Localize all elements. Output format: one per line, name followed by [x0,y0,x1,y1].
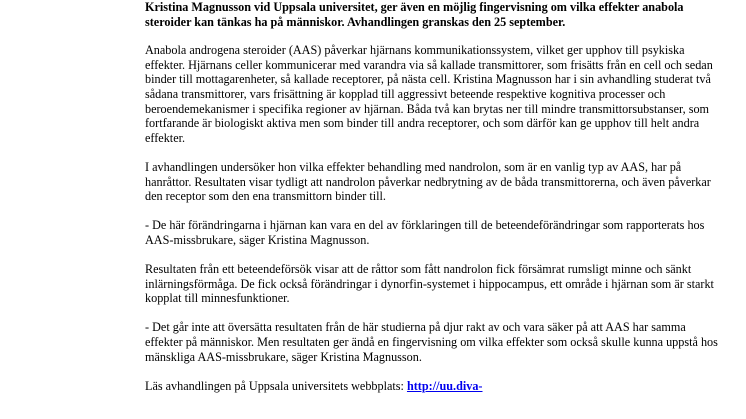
document-page [145,0,725,408]
body-paragraph-1: Anabola androgena steroider (AAS) påverkar hjärnans kommunikationssystem, vilket ger upphov till psykiska effekter. Hjärnans celler kommunicerar med varandra via så kallade transmittorer, som frisätts från en cell och sedan binder till mottagarenheter, så kallade receptorer, på nästa cell. Kristina Magnusson har i sin avhandling studerat två sådana transmittorer, vars frisättning är kopplad till aggressivt beteende respektive kognitiva processer och beroendemekanismer i specifika regioner av hjärnan. Båda två kan brytas ner till mindre transmittorsubstanser, som fortfarande är biologiskt aktiva men som binder till andra receptorer, och som därför kan ge upphov till helt andra effekter. [145,43,713,145]
body-paragraph-5: - Det går inte att översätta resultaten från de här studierna på djur rakt av och vara säker på att AAS har samma effekter på människor. Men resultaten ger ändå en fingervisning om vilka effekter som också skulle kunna uppstå hos mänskliga AAS-missbrukare, säger Kristina Magnusson. [145,320,718,364]
link-paragraph [145,379,725,394]
link-intro: Läs avhandlingen på Uppsala universitets webbplats: [145,378,407,393]
body-paragraph-4: Resultaten från ett beteendeförsök visar att de råttor som fått nandrolon fick försämrat rumsligt minne och sänkt inlärningsförmåga. De fick också förändringar i dynorfin-systemet i hippocampus, ett område i hjärnan som är starkt kopplat till minnesfunktioner. [145,262,714,306]
body-paragraph-3: - De här förändringarna i hjärnan kan vara en del av förklaringen till de beteendeförändringar som rapporterats hos AAS-missbrukare, säger Kristina Magnusson. [145,218,705,247]
thesis-link[interactable]: http://uu.diva- [406,378,483,393]
lead-paragraph: Kristina Magnusson vid Uppsala universitet, ger även en möjlig fingervisning om vilka effekter anabola steroider kan tänkas ha på människor. Avhandlingen granskas den 25 september. [145,0,684,29]
body-paragraph-2: I avhandlingen undersöker hon vilka effekter behandling med nandrolon, som är en vanlig typ av AAS, har på hanråttor. Resultaten visar tydligt att nandrolon påverkar nedbrytning av de båda transmittorerna, och även påverkar den receptor som den ena transmittorn binder till. [145,159,711,204]
